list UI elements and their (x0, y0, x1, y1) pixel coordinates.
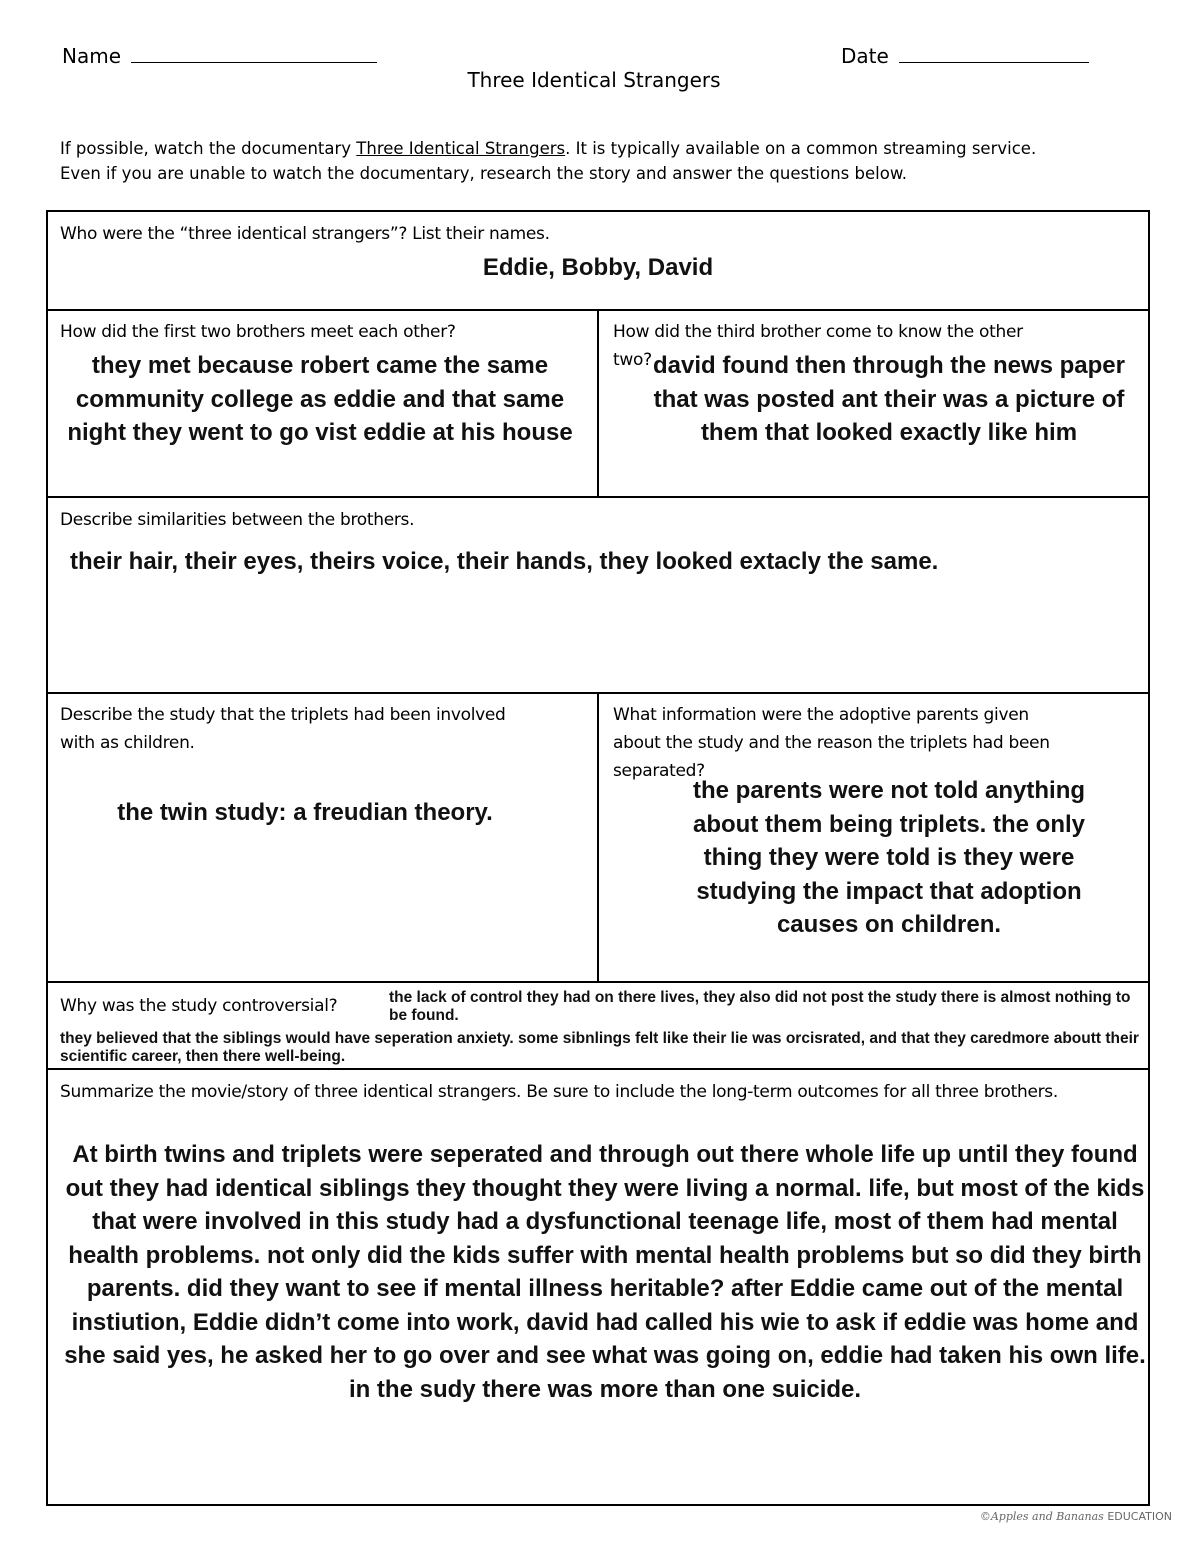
q2-answer[interactable]: they met because robert came the same community college as eddie and that same night they went to go vist eddie at his house (67, 352, 573, 446)
q5-prompt-line-2: with as children. (60, 733, 195, 753)
instructions-line-1 (60, 136, 1150, 161)
date-row (841, 44, 1089, 68)
q1-answer[interactable]: Eddie, Bobby, David (482, 254, 714, 281)
q6-answer[interactable]: the parents were not told anything about them being triplets. the only thing they were told is they were studying the impact that adoption causes on children. (692, 777, 1086, 938)
row-divider-5 (46, 1068, 1150, 1070)
instructions-line-2: Even if you are unable to watch the documentary, research the story and answer the questions below. (60, 164, 908, 183)
column-divider-2 (597, 693, 599, 982)
q1-prompt: Who were the “three identical strangers”? List their names. (60, 224, 550, 244)
name-row (62, 44, 377, 68)
q8-answer[interactable]: At birth twins and triplets were seperated and through out there whole life up until they found out they had identical siblings they thought they were living a normal. life, but most of the kids that were involved in this study had a dysfunctional teenage life, most of them had mental health problems. not only did the kids suffer with mental health problems but so did they birth parents. did they want to see if mental illness heritable? after Eddie came out of the mental instiution, Eddie didn’t come into work, david had called his wie to ask if eddie was home and she said yes, he asked her to go over and see what was going on, eddie had taken his own life. in the sudy there was more than one suicide. (64, 1141, 1146, 1403)
brand-logo (980, 1510, 1172, 1523)
column-divider-1 (597, 310, 599, 497)
q3-prompt-line-2: two? (613, 350, 652, 370)
q3-answer[interactable]: david found then through the news paper that was posted ant their was a picture of them that looked exactly like him (653, 352, 1125, 446)
q4-prompt: Describe similarities between the brothers. (60, 510, 415, 530)
brand-caps: EDUCATION (1107, 1510, 1172, 1523)
q6-prompt-line-1: What information were the adoptive parents given (613, 705, 1029, 725)
q3-prompt-line-1: How did the third brother come to know the other (613, 322, 1023, 342)
name-label: Name (62, 44, 122, 68)
page-title: Three Identical Strangers (467, 68, 721, 92)
instructions-prefix: If possible, watch the documentary (60, 139, 357, 158)
q5-answer[interactable]: the twin study: a freudian theory. (117, 799, 493, 826)
instructions (60, 136, 1150, 186)
q6-prompt-line-3: separated? (613, 761, 705, 781)
q7-prompt: Why was the study controversial? (60, 996, 338, 1016)
q2-prompt: How did the first two brothers meet each other? (60, 322, 456, 342)
brand-script: ©Apples and Bananas (979, 1510, 1104, 1523)
q5-prompt-line-1: Describe the study that the triplets had been involved (60, 705, 506, 725)
date-blank-line[interactable] (899, 44, 1089, 63)
q6-prompt-line-2: about the study and the reason the triplets had been (613, 733, 1050, 753)
q4-answer[interactable]: their hair, their eyes, theirs voice, their hands, they looked extacly the same. (70, 548, 939, 575)
date-label: Date (841, 44, 889, 68)
instructions-suffix: . It is typically available on a common streaming service. (565, 139, 1037, 158)
film-title: Three Identical Strangers (356, 139, 566, 158)
name-blank-line[interactable] (131, 44, 377, 63)
q7-answer-part-1[interactable]: the lack of control they had on there lives, they also did not post the study there is almost nothing to be found. (389, 989, 1131, 1024)
q7-answer-part-2[interactable]: they believed that the siblings would have seperation anxiety. some sibnlings felt like their lie was orcisrated, and that they caredmore aboutt their scientific career, then there well-being. (60, 1030, 1139, 1065)
q8-prompt: Summarize the movie/story of three identical strangers. Be sure to include the long-term outcomes for all three brothers. (60, 1082, 1058, 1102)
